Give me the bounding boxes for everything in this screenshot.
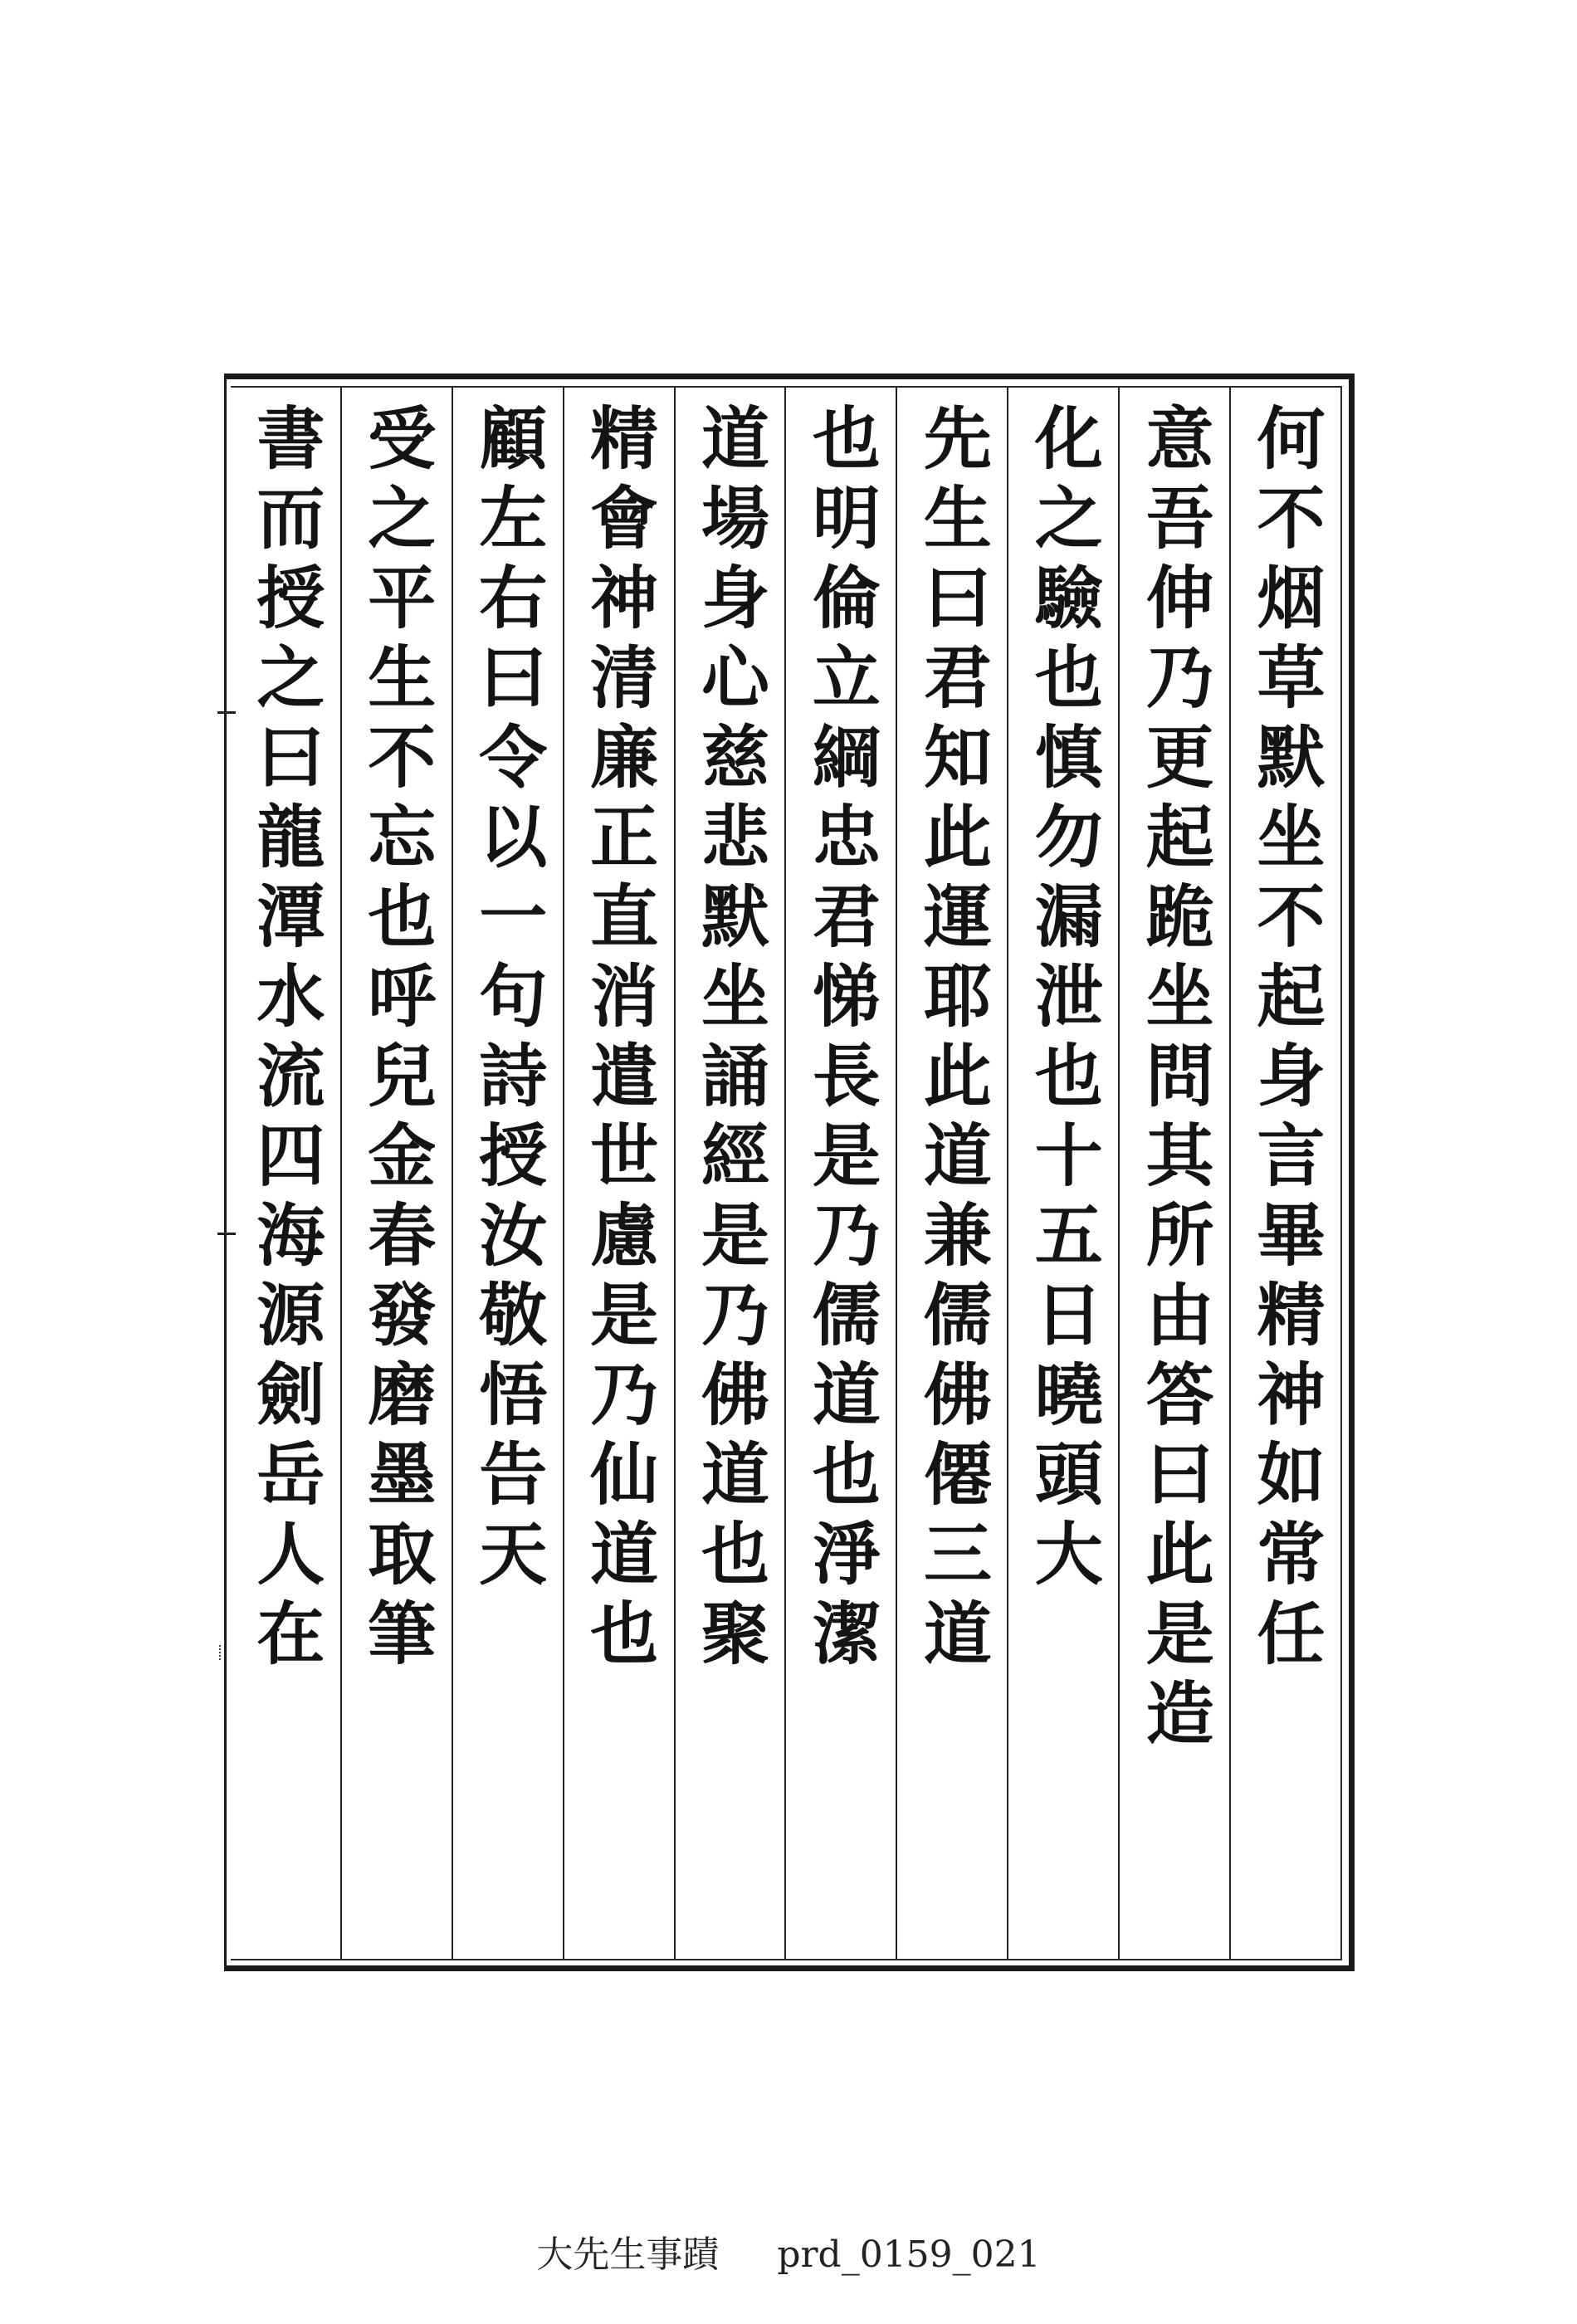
column-text: 精會神清廉正直消遣世慮是乃仙道也 <box>579 403 659 1677</box>
footer-title: 大先生事蹟 <box>536 2234 720 2276</box>
text-column <box>1007 388 1118 1959</box>
margin-tick <box>217 1233 236 1235</box>
text-column <box>231 388 340 1959</box>
text-column <box>563 388 674 1959</box>
column-text: 也明倫立綱忠君悌長是乃儒道也淨潔 <box>801 403 881 1677</box>
footer-page-id: prd_0159_021 <box>777 2234 1041 2276</box>
margin-tick <box>219 1645 227 1660</box>
text-column <box>340 388 452 1959</box>
text-column <box>1229 388 1340 1959</box>
column-text: 顧左右曰令以一句詩授汝敬悟告天 <box>467 403 548 1598</box>
text-column <box>1118 388 1229 1959</box>
text-columns <box>231 388 1340 1959</box>
text-column <box>896 388 1007 1959</box>
inner-rule-bottom <box>231 1959 1342 1960</box>
margin-tick <box>217 711 236 714</box>
page-footer <box>0 2224 1577 2278</box>
column-text: 何不烟草默坐不起身言畢精神如常任 <box>1246 403 1326 1677</box>
column-text: 先生曰君知此運耶此道兼儒佛僊三道 <box>912 403 993 1677</box>
text-column <box>452 388 563 1959</box>
column-text: 受之平生不忘也呼兒金春發磨墨取筆 <box>356 403 437 1677</box>
column-text: 意吾伸乃更起跪坐問其所由答曰此是造 <box>1135 403 1215 1757</box>
column-text: 書而授之曰龍潭水流四海源劍岳人在 <box>245 403 325 1677</box>
column-text: 道場身心慈悲默坐誦經是乃佛道也聚 <box>690 403 770 1677</box>
text-column <box>784 388 896 1959</box>
column-text: 化之驗也慎勿漏泄也十五日曉頭大 <box>1023 403 1104 1598</box>
text-column <box>674 388 785 1959</box>
inner-rule-right <box>1340 386 1342 1960</box>
